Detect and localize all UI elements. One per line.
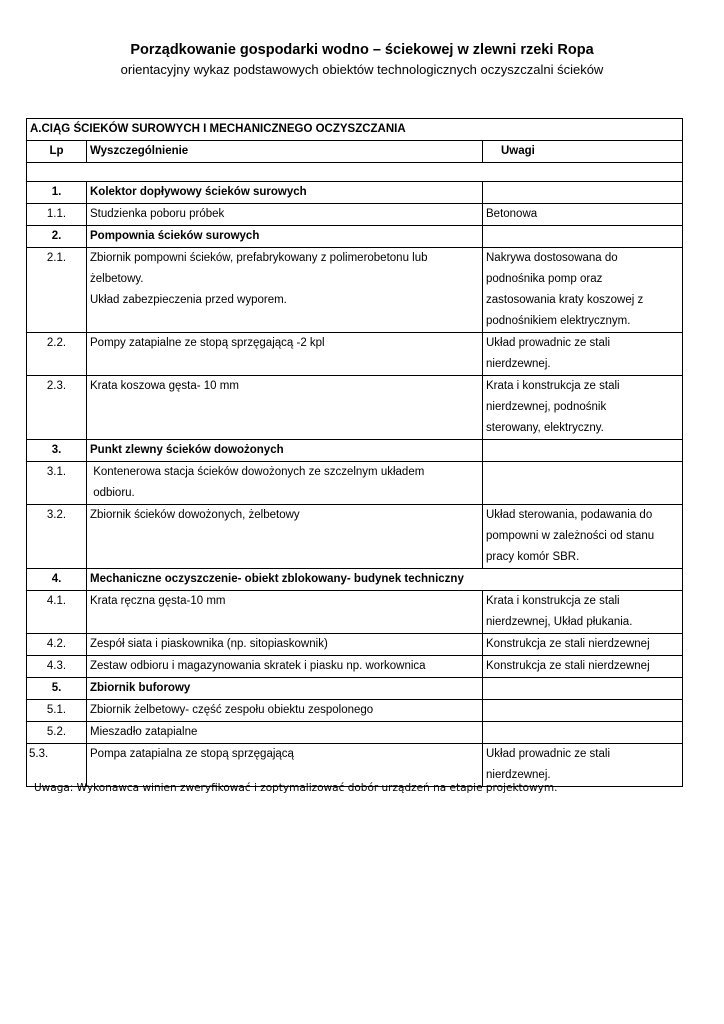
group-row [27, 226, 683, 248]
row-number: 2. [27, 226, 87, 248]
item-notes-line: nierdzewnej. [486, 358, 551, 370]
notes-cell [483, 182, 683, 204]
item-description-line: odbioru. [90, 487, 135, 499]
item-notes [483, 634, 683, 656]
table-row [27, 656, 683, 678]
item-description-line: Studzienka poboru próbek [90, 208, 225, 220]
item-description [87, 591, 483, 634]
empty-row [27, 163, 683, 182]
row-number: 5. [27, 678, 87, 700]
item-notes-line: zastosowania kraty koszowej z [486, 294, 644, 306]
group-title: Zbiornik buforowy [87, 678, 483, 700]
group-title: Kolektor dopływowy ścieków surowych [87, 182, 483, 204]
item-notes [483, 248, 683, 333]
row-number: 5.1. [27, 700, 87, 722]
item-notes-line: Układ prowadnic ze stali [486, 337, 611, 349]
row-number: 2.1. [27, 248, 87, 333]
item-description [87, 656, 483, 678]
notes-cell [483, 226, 683, 248]
item-description-line: Zbiornik pompowni ścieków, prefabrykowany z polimerobetonu lub [90, 252, 428, 264]
item-description [87, 333, 483, 376]
item-notes-line: pracy komór SBR. [486, 551, 580, 563]
group-row [27, 569, 683, 591]
item-description-line: Kontenerowa stacja ścieków dowożonych ze szczelnym układem [90, 466, 425, 478]
item-notes-line: Układ sterowania, podawania do [486, 509, 653, 521]
column-header-name: Wyszczególnienie [87, 141, 483, 163]
row-number: 2.3. [27, 376, 87, 440]
item-notes [483, 333, 683, 376]
document-title: Porządkowanie gospodarki wodno – ściekowej w zlewni rzeki Ropa [130, 42, 594, 58]
item-notes-line: podnośnikiem elektrycznym. [486, 315, 631, 327]
row-number: 4.2. [27, 634, 87, 656]
table-row [27, 248, 683, 333]
item-notes [483, 744, 683, 787]
group-row [27, 440, 683, 462]
section-header-row [27, 119, 683, 141]
item-notes [483, 204, 683, 226]
item-description [87, 204, 483, 226]
table-row [27, 462, 683, 505]
item-notes-line: pompowni w zależności od stanu [486, 530, 655, 542]
item-description-line: żelbetowy. [90, 273, 144, 285]
row-number: 4.1. [27, 591, 87, 634]
document-subtitle: orientacyjny wykaz podstawowych obiektów technologicznych oczyszczalni ścieków [120, 62, 604, 77]
group-title: Pompownia ścieków surowych [87, 226, 483, 248]
item-description [87, 634, 483, 656]
item-description-line: Zbiornik żelbetowy- część zespołu obiektu zespolonego [90, 704, 374, 716]
column-header-row [27, 141, 683, 163]
section-title: A.CIĄG ŚCIEKÓW SUROWYCH I MECHANICZNEGO OCZYSZCZANIA [27, 119, 683, 141]
table-row [27, 505, 683, 569]
item-description [87, 376, 483, 440]
item-description-line: Zespół siata i piaskownika (np. sitopiaskownik) [90, 638, 328, 650]
item-notes [483, 505, 683, 569]
table-row [27, 204, 683, 226]
item-description-line: Mieszadło zatapialne [90, 726, 198, 738]
item-description-line: Zestaw odbioru i magazynowania skratek i piasku np. workownica [90, 660, 426, 672]
table-row [27, 722, 683, 744]
equipment-table [26, 118, 683, 787]
row-number: 3.1. [27, 462, 87, 505]
group-title: Mechaniczne oczyszczenie- obiekt zblokowany- budynek techniczny [87, 569, 683, 591]
item-notes [483, 722, 683, 744]
item-notes-line: podnośnika pomp oraz [486, 273, 603, 285]
row-number: 5.3. [27, 744, 87, 787]
item-description [87, 700, 483, 722]
empty-cell [27, 163, 683, 182]
item-notes-line: Konstrukcja ze stali nierdzewnej [486, 660, 650, 672]
item-notes-line: Układ prowadnic ze stali [486, 748, 611, 760]
item-notes-line: Konstrukcja ze stali nierdzewnej [486, 638, 650, 650]
row-number: 5.2. [27, 722, 87, 744]
item-notes-line: Krata i konstrukcja ze stali [486, 380, 620, 392]
table-row [27, 744, 683, 787]
item-notes [483, 376, 683, 440]
item-notes-line: Nakrywa dostosowana do [486, 252, 618, 264]
item-notes [483, 700, 683, 722]
group-title: Punkt zlewny ścieków dowożonych [87, 440, 483, 462]
item-description-line: Krata koszowa gęsta- 10 mm [90, 380, 239, 392]
table-row [27, 634, 683, 656]
notes-cell [483, 440, 683, 462]
item-notes-line: sterowany, elektryczny. [486, 422, 604, 434]
item-description-line: Zbiornik ścieków dowożonych, żelbetowy [90, 509, 300, 521]
row-number: 2.2. [27, 333, 87, 376]
item-notes-line: nierdzewnej. [486, 769, 551, 781]
row-number: 3.2. [27, 505, 87, 569]
item-description [87, 462, 483, 505]
item-description [87, 248, 483, 333]
footer-note: Uwaga: Wykonawca winien zweryfikować i zoptymalizować dobór urządzeń na etapie projektowym. [34, 782, 558, 794]
row-number: 4. [27, 569, 87, 591]
item-description-line: Układ zabezpieczenia przed wyporem. [90, 294, 287, 306]
item-notes [483, 591, 683, 634]
item-notes [483, 656, 683, 678]
item-description [87, 744, 483, 787]
table-row [27, 700, 683, 722]
row-number: 3. [27, 440, 87, 462]
item-notes [483, 462, 683, 505]
item-description [87, 505, 483, 569]
item-description [87, 722, 483, 744]
column-header-notes: Uwagi [483, 141, 683, 163]
table-row [27, 591, 683, 634]
group-row [27, 182, 683, 204]
item-notes-line: nierdzewnej, podnośnik [486, 401, 607, 413]
column-header-lp: Lp [27, 141, 87, 163]
item-description-line: Pompa zatapialna ze stopą sprzęgającą [90, 748, 294, 760]
item-notes-line: Betonowa [486, 208, 538, 220]
item-description-line: Pompy zatapialne ze stopą sprzęgającą -2 kpl [90, 337, 325, 349]
group-row [27, 678, 683, 700]
row-number: 4.3. [27, 656, 87, 678]
notes-cell [483, 678, 683, 700]
table-row [27, 376, 683, 440]
item-description-line: Krata ręczna gęsta-10 mm [90, 595, 226, 607]
item-notes-line: Krata i konstrukcja ze stali [486, 595, 620, 607]
table-row [27, 333, 683, 376]
item-notes-line: nierdzewnej, Układ płukania. [486, 616, 633, 628]
row-number: 1. [27, 182, 87, 204]
row-number: 1.1. [27, 204, 87, 226]
